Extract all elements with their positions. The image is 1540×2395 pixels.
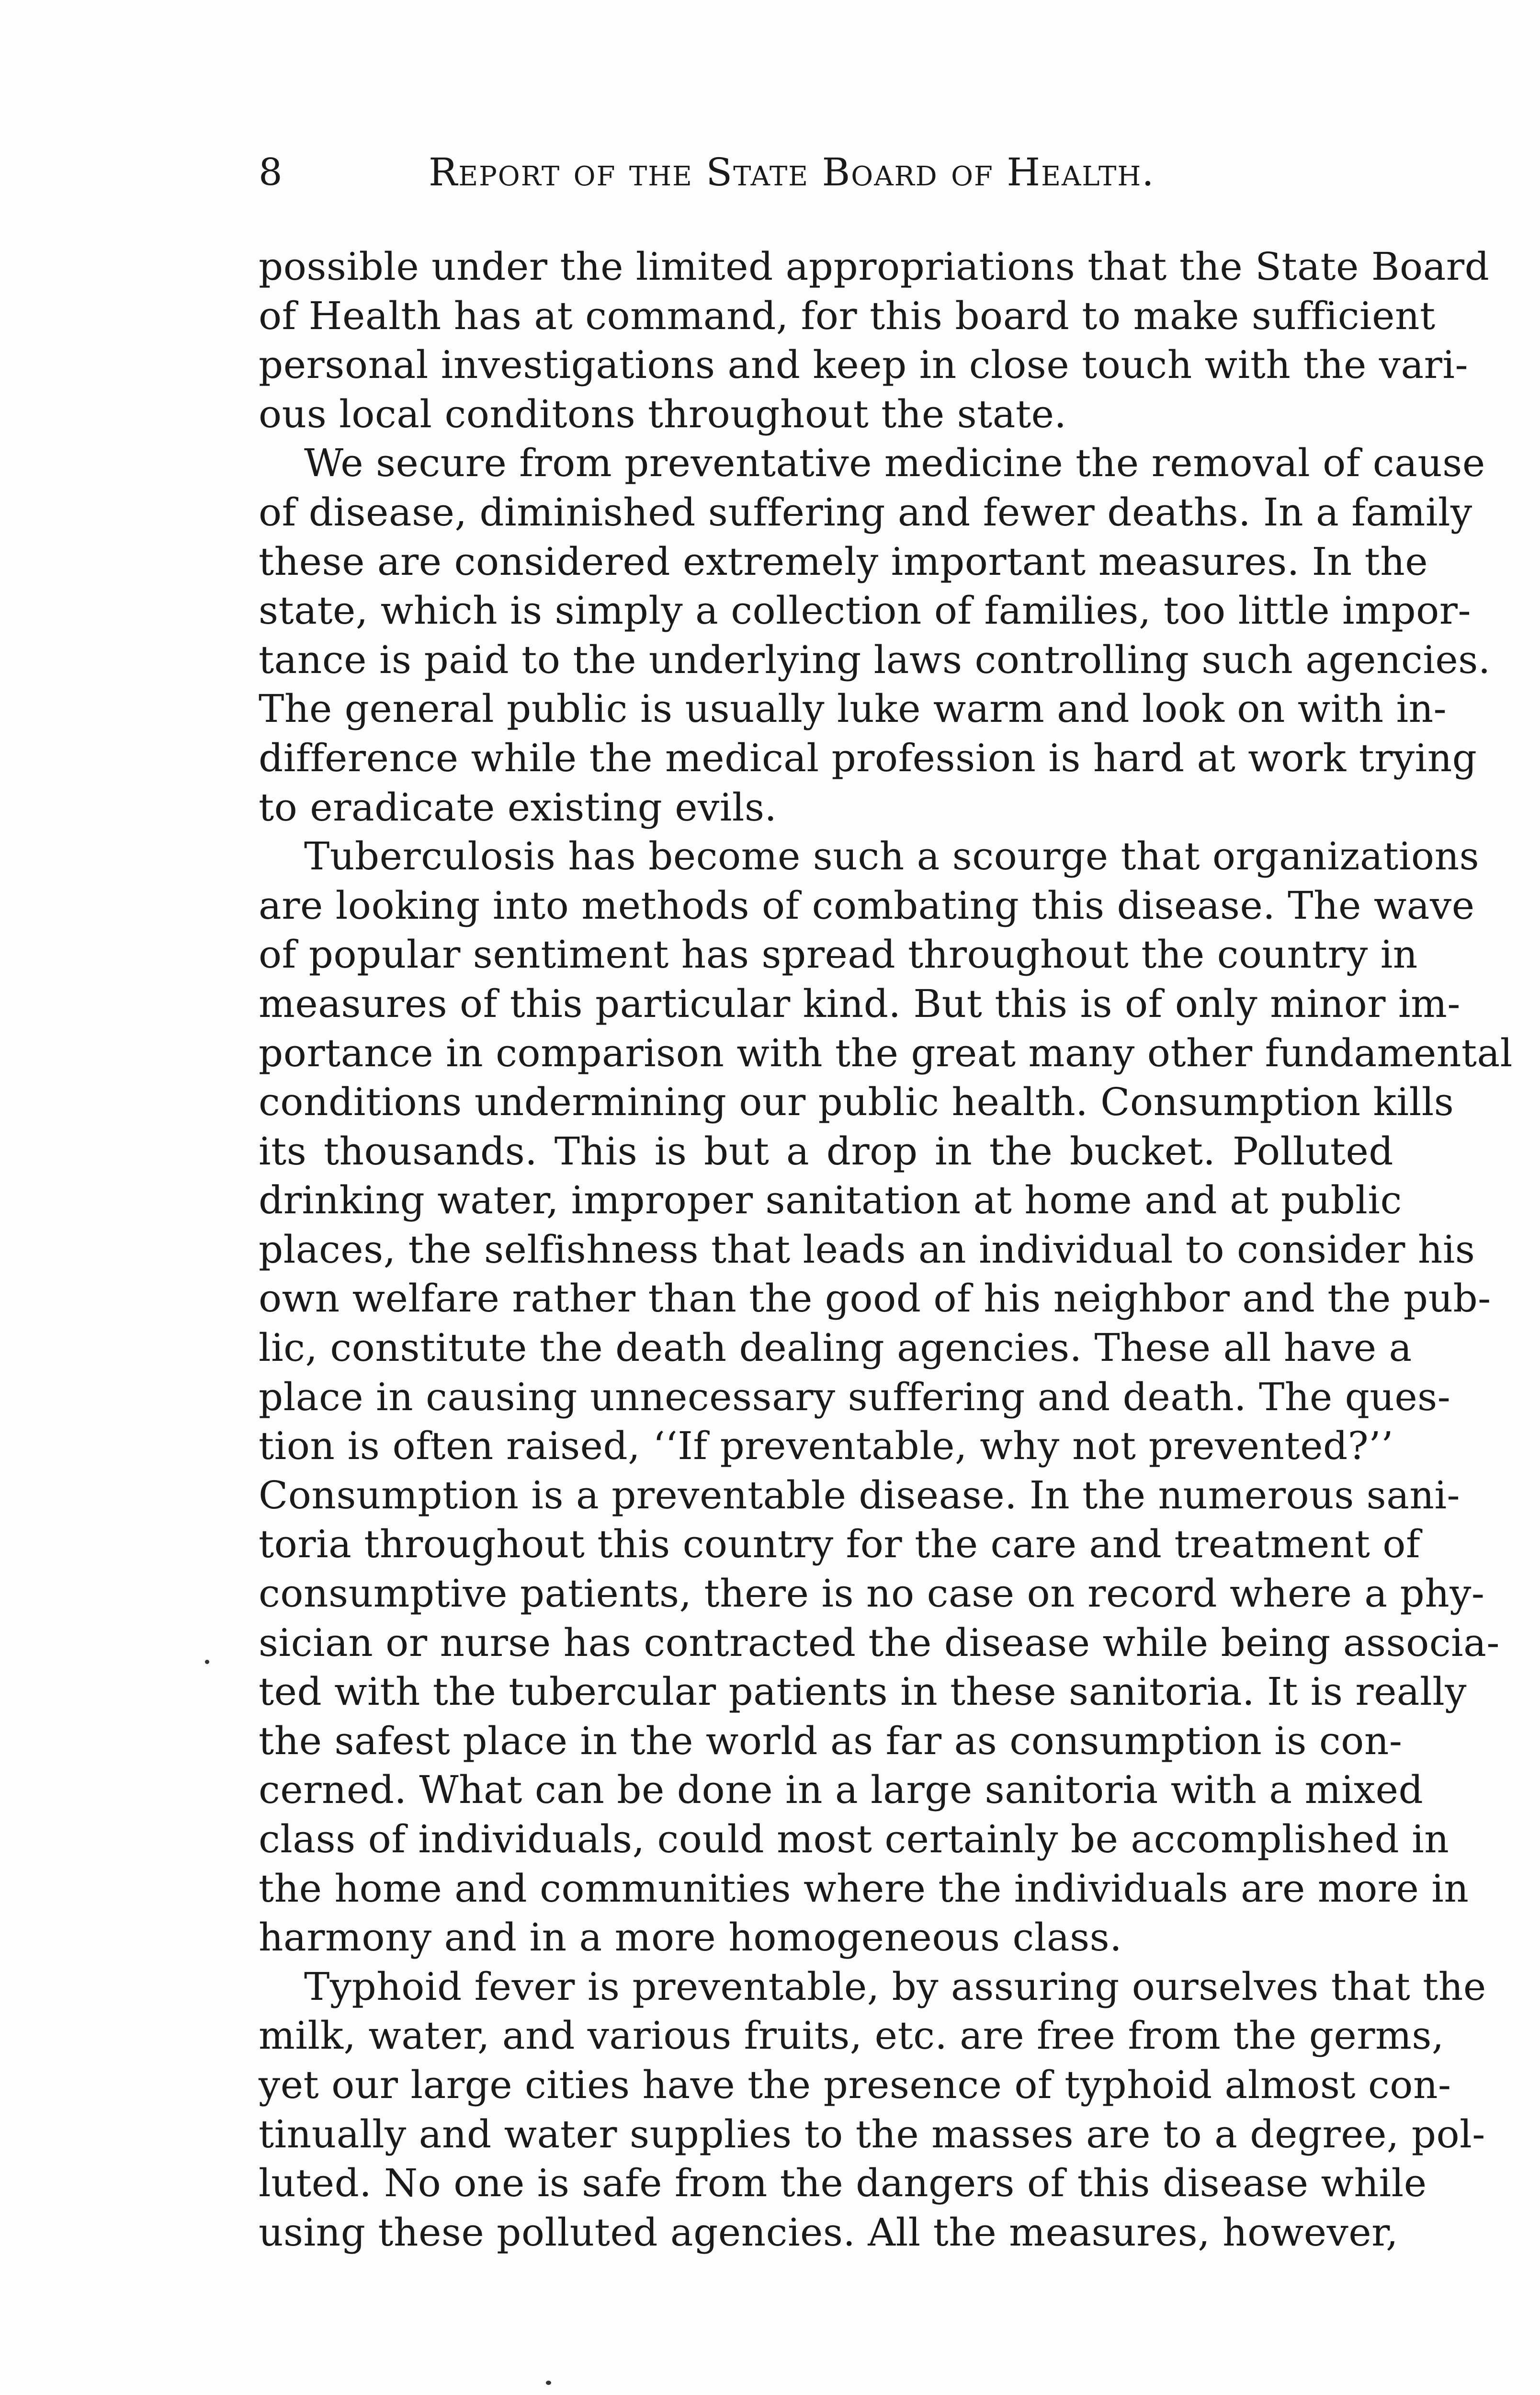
paragraph-1: [259, 242, 1490, 438]
text-line: milk, water, and various fruits, etc. are free from the germs,: [259, 2013, 1444, 2058]
text-line: conditions undermining our public health. Consumption kills: [259, 1080, 1454, 1125]
text-line: The general public is usually luke warm and look on with in-: [259, 686, 1447, 731]
text-line: yet our large cities have the presence of typhoid almost con-: [259, 2062, 1451, 2107]
text-line: the home and communities where the individuals are more in: [259, 1866, 1469, 1911]
ink-speck: [546, 2381, 551, 2385]
text-line: cerned. What can be done in a large sanitoria with a mixed: [259, 1768, 1424, 1813]
text-line: to eradicate existing evils.: [259, 785, 777, 830]
text-line: consumptive patients, there is no case on record where a phy-: [259, 1571, 1485, 1616]
text-line: luted. No one is safe from the dangers of this disease while: [259, 2161, 1427, 2206]
paragraph-4: [259, 1962, 1486, 2257]
text-line: tance is paid to the underlying laws controlling such agencies.: [259, 637, 1491, 682]
text-line: difference while the medical profession is hard at work trying: [259, 735, 1477, 780]
text-line: toria throughout this country for the care and treatment of: [259, 1522, 1421, 1567]
text-line: sician or nurse has contracted the disease while being associa-: [259, 1620, 1500, 1665]
text-line: tinually and water supplies to the masses are to a degree, pol-: [259, 2111, 1485, 2156]
text-line: harmony and in a more homogeneous class.: [259, 1915, 1122, 1960]
text-line: of Health has at command, for this board to make sufficient: [259, 293, 1436, 338]
text-line: these are considered extremely important measures. In the: [259, 539, 1428, 584]
text-line: possible under the limited appropriations that the State Board: [259, 244, 1490, 289]
text-line: using these polluted agencies. All the measures, however,: [259, 2210, 1399, 2255]
text-line: measures of this particular kind. But this is of only minor im-: [259, 981, 1461, 1026]
text-line: state, which is simply a collection of families, too little impor-: [259, 588, 1472, 633]
paragraph-3: [259, 832, 1513, 1962]
text-line: Typhoid fever is preventable, by assuring ourselves that the: [304, 1964, 1486, 2009]
text-line: Consumption is a preventable disease. In the numerous sani-: [259, 1472, 1461, 1517]
ink-speck: [205, 1660, 209, 1664]
text-line: personal investigations and keep in close touch with the vari-: [259, 342, 1469, 388]
text-line: We secure from preventative medicine the removal of cause: [304, 441, 1485, 486]
text-line: ous local conditons throughout the state.: [259, 391, 1067, 436]
paragraph-2: [259, 438, 1491, 832]
body-text: [259, 242, 1513, 2257]
running-head: Report of the State Board of Health.: [429, 150, 1155, 194]
text-line: are looking into methods of combating this disease. The wave: [259, 883, 1475, 928]
text-line: its thousands. This is but a drop in the bucket. Polluted: [259, 1129, 1393, 1174]
text-line: drinking water, improper sanitation at home and at public: [259, 1178, 1402, 1223]
text-line: portance in comparison with the great many other fundamental: [259, 1030, 1513, 1075]
text-line: of disease, diminished suffering and fewer deaths. In a family: [259, 490, 1472, 535]
text-line: own welfare rather than the good of his neighbor and the pub-: [259, 1276, 1491, 1321]
text-line: of popular sentiment has spread throughout the country in: [259, 932, 1418, 977]
text-line: ted with the tubercular patients in these sanitoria. It is really: [259, 1669, 1467, 1714]
text-line: lic, constitute the death dealing agencies. These all have a: [259, 1325, 1412, 1370]
page-number: 8: [259, 151, 283, 194]
text-line: class of individuals, could most certainly be accomplished in: [259, 1817, 1449, 1861]
text-line: place in causing unnecessary suffering and death. The ques-: [259, 1374, 1451, 1419]
text-line: the safest place in the world as far as consumption is con-: [259, 1718, 1403, 1763]
text-line: places, the selfishness that leads an individual to consider his: [259, 1227, 1475, 1272]
page-header: [259, 146, 1269, 199]
text-line: Tuberculosis has become such a scourge that organizations: [304, 834, 1480, 879]
text-line: tion is often raised, ‘‘If preventable, why not prevented?’’: [259, 1424, 1393, 1469]
